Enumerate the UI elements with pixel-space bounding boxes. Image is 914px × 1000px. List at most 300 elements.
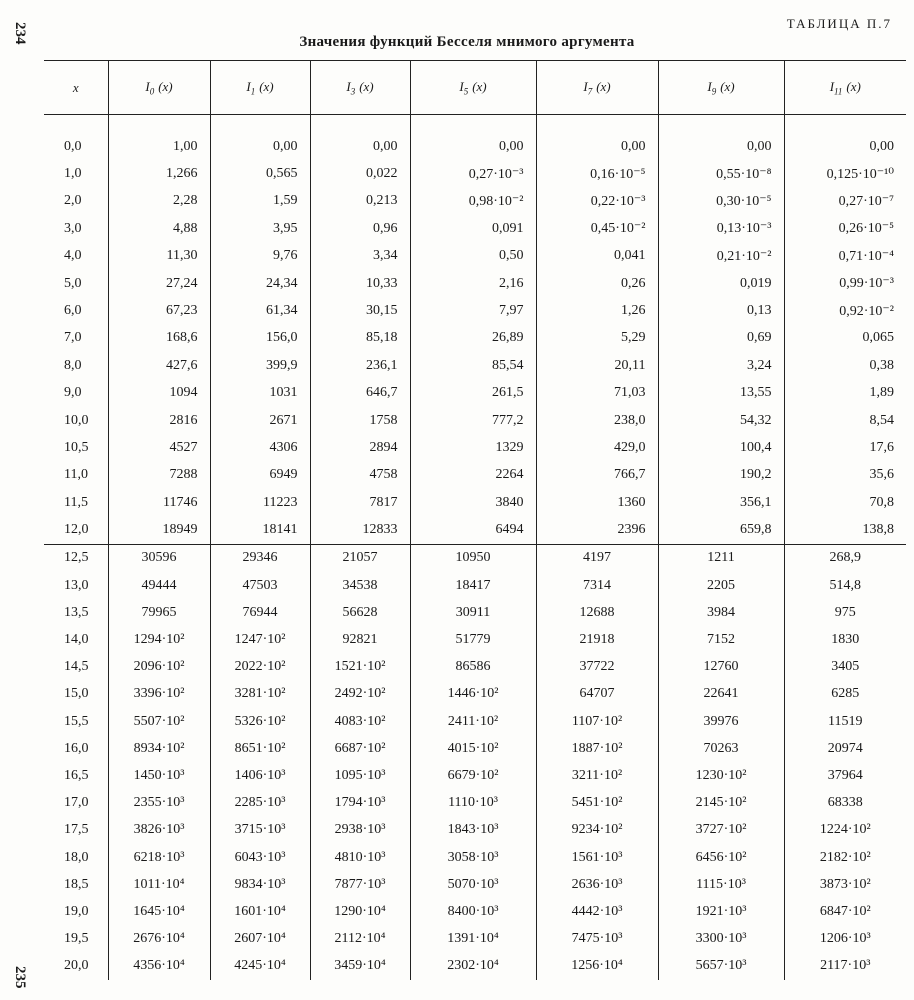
cell-value: 0,13·10⁻³	[658, 215, 784, 242]
cell-value: 0,16·10⁻⁵	[536, 160, 658, 187]
cell-value: 0,50	[410, 243, 536, 270]
cell-value: 4810·10³	[310, 844, 410, 871]
cell-value: 1561·10³	[536, 844, 658, 871]
cell-value: 21918	[536, 626, 658, 653]
cell-x: 3,0	[44, 215, 108, 242]
cell-x: 12,5	[44, 544, 108, 572]
cell-value: 2355·10³	[108, 790, 210, 817]
cell-x: 4,0	[44, 243, 108, 270]
header-func-arg: (x)	[846, 78, 861, 94]
cell-value: 1247·10²	[210, 626, 310, 653]
cell-value: 0,92·10⁻²	[839, 303, 894, 319]
cell-x: 12,0	[44, 516, 108, 544]
cell-value: 6456·10²	[658, 844, 784, 871]
cell-value: 18949	[108, 516, 210, 544]
cell-value: 238,0	[536, 407, 658, 434]
cell-value: 1406·10³	[210, 762, 310, 789]
cell-value: 1094	[108, 380, 210, 407]
cell-value: 26,89	[410, 325, 536, 352]
header-col-1	[210, 61, 310, 115]
header-col-5	[658, 61, 784, 115]
table-row	[44, 925, 906, 952]
header-func-arg: (x)	[259, 78, 274, 94]
cell-value: 1,26	[536, 297, 658, 324]
header-col-2	[310, 61, 410, 115]
cell-value: 3840	[410, 489, 536, 516]
cell-value: 6494	[410, 516, 536, 544]
cell-value: 5326·10²	[210, 708, 310, 735]
cell-value: 6218·10³	[108, 844, 210, 871]
header-func-index: 9	[711, 86, 717, 97]
table-row	[44, 871, 906, 898]
cell-value: 2112·10⁴	[310, 925, 410, 952]
cell-value: 138,8	[862, 522, 894, 538]
cell-value: 17,6	[869, 439, 894, 455]
cell-value: 766,7	[536, 462, 658, 489]
cell-value: 5451·10²	[536, 790, 658, 817]
cell-value: 5,29	[536, 325, 658, 352]
cell-value: 4758	[310, 462, 410, 489]
cell-value: 3459·10⁴	[310, 953, 410, 980]
cell-value: 1110·10³	[410, 790, 536, 817]
cell-x: 13,0	[44, 572, 108, 599]
cell-value: 71,03	[536, 380, 658, 407]
cell-value: 1,89	[869, 385, 894, 401]
cell-x: 16,5	[44, 762, 108, 789]
cell-value: 3715·10³	[210, 817, 310, 844]
cell-value: 8,54	[869, 412, 894, 428]
cell-value: 3826·10³	[108, 817, 210, 844]
cell-value: 1446·10²	[410, 681, 536, 708]
cell-value: 0,019	[658, 270, 784, 297]
cell-value: 4083·10²	[310, 708, 410, 735]
cell-value: 2205	[658, 572, 784, 599]
cell-value: 0,091	[410, 215, 536, 242]
cell-value: 67,23	[108, 297, 210, 324]
cell-value: 85,54	[410, 352, 536, 379]
table-row	[44, 681, 906, 708]
cell-value: 1830	[831, 632, 860, 648]
cell-value: 3058·10³	[410, 844, 536, 871]
cell-value: 3396·10²	[108, 681, 210, 708]
cell-value: 356,1	[658, 489, 784, 516]
cell-value: 0,565	[210, 160, 310, 187]
cell-value: 21057	[310, 544, 410, 572]
table-row	[44, 735, 906, 762]
cell-value: 8400·10³	[410, 898, 536, 925]
cell-value: 11746	[108, 489, 210, 516]
cell-value: 1,266	[108, 160, 210, 187]
header-func-name: I	[829, 78, 835, 94]
cell-value: 51779	[410, 626, 536, 653]
cell-value: 268,9	[784, 544, 906, 572]
cell-value: 9234·10²	[536, 817, 658, 844]
cell-value: 0,26·10⁻⁵	[838, 221, 894, 237]
header-col-3	[410, 61, 536, 115]
cell-x: 19,0	[44, 898, 108, 925]
cell-x: 11,0	[44, 462, 108, 489]
table-row	[44, 243, 906, 270]
cell-value: 514,8	[829, 577, 861, 593]
cell-x: 5,0	[44, 270, 108, 297]
cell-value: 1921·10³	[658, 898, 784, 925]
table-row	[44, 489, 906, 516]
cell-value: 1601·10⁴	[210, 898, 310, 925]
cell-value: 975	[834, 604, 856, 620]
cell-value: 3,95	[210, 215, 310, 242]
cell-value: 85,18	[310, 325, 410, 352]
cell-value: 70263	[658, 735, 784, 762]
cell-value: 1,59	[210, 188, 310, 215]
cell-value: 4442·10³	[536, 898, 658, 925]
cell-value: 2302·10⁴	[410, 953, 536, 980]
cell-value: 56628	[310, 599, 410, 626]
cell-value: 8934·10²	[108, 735, 210, 762]
header-func-name: I	[346, 78, 351, 94]
cell-value: 39976	[658, 708, 784, 735]
table-row	[44, 270, 906, 297]
cell-x: 17,5	[44, 817, 108, 844]
cell-value: 2,28	[108, 188, 210, 215]
cell-value: 429,0	[536, 434, 658, 461]
cell-value: 24,34	[210, 270, 310, 297]
cell-value: 29346	[210, 544, 310, 572]
cell-value: 0,38	[869, 357, 894, 373]
cell-value: 5070·10³	[410, 871, 536, 898]
spacer-cell	[310, 115, 410, 134]
cell-value: 2816	[108, 407, 210, 434]
header-row	[44, 61, 906, 115]
cell-value: 1645·10⁴	[108, 898, 210, 925]
cell-value: 1329	[410, 434, 536, 461]
table-row	[44, 898, 906, 925]
cell-value: 1256·10⁴	[536, 953, 658, 980]
table-row	[44, 160, 906, 187]
cell-x: 16,0	[44, 735, 108, 762]
cell-value: 0,69	[658, 325, 784, 352]
title-text: Значения функций Бесселя мнимого аргумента	[299, 34, 635, 50]
table-row	[44, 844, 906, 871]
cell-value: 7152	[658, 626, 784, 653]
cell-value: 0,55·10⁻⁸	[658, 160, 784, 187]
cell-value: 2182·10²	[819, 849, 871, 865]
cell-value: 20,11	[536, 352, 658, 379]
header-func-arg: (x)	[472, 78, 487, 94]
cell-value: 0,13	[658, 297, 784, 324]
cell-value: 190,2	[658, 462, 784, 489]
cell-value: 0,71·10⁻⁴	[838, 248, 894, 264]
cell-value: 2894	[310, 434, 410, 461]
cell-value: 1450·10³	[108, 762, 210, 789]
bessel-table	[44, 60, 906, 980]
cell-value: 0,22·10⁻³	[536, 188, 658, 215]
cell-value: 0,00	[210, 133, 310, 160]
cell-value: 156,0	[210, 325, 310, 352]
cell-value: 0,21·10⁻²	[658, 243, 784, 270]
cell-value: 0,00	[869, 138, 894, 154]
cell-value: 2145·10²	[658, 790, 784, 817]
cell-value: 6043·10³	[210, 844, 310, 871]
cell-value: 4015·10²	[410, 735, 536, 762]
cell-value: 6847·10²	[819, 903, 871, 919]
cell-value: 0,30·10⁻⁵	[658, 188, 784, 215]
table-row	[44, 215, 906, 242]
header-func-index: 1	[250, 86, 256, 97]
cell-value: 0,00	[310, 133, 410, 160]
header-func-arg: (x)	[720, 78, 735, 94]
cell-value: 12833	[310, 516, 410, 544]
cell-value: 1107·10²	[536, 708, 658, 735]
table-row	[44, 599, 906, 626]
spacer-cell	[410, 115, 536, 134]
table-row	[44, 462, 906, 489]
cell-value: 49444	[108, 572, 210, 599]
header-func-name: I	[583, 78, 588, 94]
cell-value: 5657·10³	[658, 953, 784, 980]
header-func-index: 11	[834, 86, 843, 97]
cell-x: 18,5	[44, 871, 108, 898]
cell-value: 11,30	[108, 243, 210, 270]
header-func-arg: (x)	[158, 78, 173, 94]
cell-value: 11223	[210, 489, 310, 516]
cell-value: 7,97	[410, 297, 536, 324]
cell-value: 646,7	[310, 380, 410, 407]
cell-value: 0,27·10⁻³	[410, 160, 536, 187]
header-func-index: 3	[350, 86, 356, 97]
cell-value: 6949	[210, 462, 310, 489]
cell-value: 1843·10³	[410, 817, 536, 844]
cell-value: 1115·10³	[658, 871, 784, 898]
header-x: x	[44, 61, 108, 115]
table-row	[44, 352, 906, 379]
cell-value: 9834·10³	[210, 871, 310, 898]
cell-value: 7475·10³	[536, 925, 658, 952]
cell-value: 1521·10²	[310, 654, 410, 681]
cell-value: 399,9	[210, 352, 310, 379]
cell-x: 11,5	[44, 489, 108, 516]
cell-value: 0,125·10⁻¹⁰	[826, 166, 894, 182]
table-row	[44, 434, 906, 461]
cell-value: 12760	[658, 654, 784, 681]
cell-x: 9,0	[44, 380, 108, 407]
cell-value: 34538	[310, 572, 410, 599]
cell-value: 0,213	[310, 188, 410, 215]
cell-x: 18,0	[44, 844, 108, 871]
cell-value: 8651·10²	[210, 735, 310, 762]
table-row	[44, 380, 906, 407]
cell-value: 1290·10⁴	[310, 898, 410, 925]
cell-value: 4197	[536, 544, 658, 572]
cell-value: 4245·10⁴	[210, 953, 310, 980]
cell-value: 1224·10²	[819, 822, 871, 838]
cell-value: 1,00	[108, 133, 210, 160]
spacer-cell	[658, 115, 784, 134]
cell-value: 1758	[310, 407, 410, 434]
cell-value: 1206·10³	[819, 931, 871, 947]
cell-value: 47503	[210, 572, 310, 599]
cell-value: 2411·10²	[410, 708, 536, 735]
page-number-top: 234	[12, 22, 28, 45]
table-row	[44, 953, 906, 980]
cell-value: 1794·10³	[310, 790, 410, 817]
header-func-name: I	[459, 78, 464, 94]
cell-value: 2607·10⁴	[210, 925, 310, 952]
cell-value: 30,15	[310, 297, 410, 324]
cell-value: 86586	[410, 654, 536, 681]
cell-value: 7314	[536, 572, 658, 599]
cell-value: 0,99·10⁻³	[839, 276, 894, 292]
cell-value: 13,55	[658, 380, 784, 407]
spacer-cell	[784, 115, 906, 134]
cell-x: 6,0	[44, 297, 108, 324]
cell-x: 1,0	[44, 160, 108, 187]
table-row	[44, 708, 906, 735]
cell-value: 100,4	[658, 434, 784, 461]
cell-value: 0,041	[536, 243, 658, 270]
cell-value: 37964	[827, 767, 863, 783]
cell-value: 0,00	[536, 133, 658, 160]
cell-x: 17,0	[44, 790, 108, 817]
cell-value: 3,34	[310, 243, 410, 270]
cell-value: 0,065	[862, 330, 894, 346]
table-row	[44, 654, 906, 681]
cell-value: 9,76	[210, 243, 310, 270]
header-func-name: I	[246, 78, 251, 94]
table-row	[44, 762, 906, 789]
cell-x: 15,5	[44, 708, 108, 735]
cell-value: 3211·10²	[536, 762, 658, 789]
cell-value: 2676·10⁴	[108, 925, 210, 952]
cell-value: 3281·10²	[210, 681, 310, 708]
table-body	[44, 115, 906, 980]
cell-value: 1095·10³	[310, 762, 410, 789]
spacer-cell	[210, 115, 310, 134]
header-col-0	[108, 61, 210, 115]
cell-x: 7,0	[44, 325, 108, 352]
cell-value: 1230·10²	[658, 762, 784, 789]
cell-value: 54,32	[658, 407, 784, 434]
cell-x: 14,0	[44, 626, 108, 653]
table-row	[44, 790, 906, 817]
header-func-name: I	[707, 78, 712, 94]
cell-value: 7817	[310, 489, 410, 516]
cell-value: 35,6	[869, 467, 894, 483]
cell-value: 659,8	[658, 516, 784, 544]
cell-value: 92821	[310, 626, 410, 653]
cell-value: 1391·10⁴	[410, 925, 536, 952]
cell-value: 1031	[210, 380, 310, 407]
cell-value: 6687·10²	[310, 735, 410, 762]
cell-value: 2285·10³	[210, 790, 310, 817]
spacer-row	[44, 115, 906, 134]
cell-value: 0,45·10⁻²	[536, 215, 658, 242]
cell-value: 30596	[108, 544, 210, 572]
cell-value: 3300·10³	[658, 925, 784, 952]
cell-x: 13,5	[44, 599, 108, 626]
cell-value: 30911	[410, 599, 536, 626]
cell-value: 1011·10⁴	[108, 871, 210, 898]
header-func-name: I	[145, 78, 150, 94]
cell-value: 10950	[410, 544, 536, 572]
cell-value: 2396	[536, 516, 658, 544]
header-col-6	[784, 61, 906, 115]
cell-value: 0,022	[310, 160, 410, 187]
cell-x: 0,0	[44, 133, 108, 160]
cell-value: 236,1	[310, 352, 410, 379]
header-func-index: 7	[587, 86, 593, 97]
table-row	[44, 817, 906, 844]
cell-value: 64707	[536, 681, 658, 708]
spacer-cell	[108, 115, 210, 134]
cell-value: 0,26	[536, 270, 658, 297]
spacer-cell	[44, 115, 108, 134]
table-row	[44, 407, 906, 434]
cell-value: 22641	[658, 681, 784, 708]
header-func-arg: (x)	[359, 78, 374, 94]
table-row	[44, 188, 906, 215]
cell-value: 3727·10²	[658, 817, 784, 844]
cell-value: 5507·10²	[108, 708, 210, 735]
cell-value: 4356·10⁴	[108, 953, 210, 980]
cell-value: 427,6	[108, 352, 210, 379]
table-row	[44, 325, 906, 352]
cell-value: 79965	[108, 599, 210, 626]
header-func-index: 5	[463, 86, 469, 97]
cell-value: 777,2	[410, 407, 536, 434]
cell-value: 3,24	[658, 352, 784, 379]
cell-value: 261,5	[410, 380, 536, 407]
cell-x: 20,0	[44, 953, 108, 980]
cell-value: 2264	[410, 462, 536, 489]
cell-value: 1211	[658, 544, 784, 572]
page-title	[0, 34, 914, 51]
cell-value: 168,6	[108, 325, 210, 352]
cell-value: 2022·10²	[210, 654, 310, 681]
table-row	[44, 297, 906, 324]
cell-value: 18417	[410, 572, 536, 599]
cell-x: 8,0	[44, 352, 108, 379]
cell-value: 68338	[827, 795, 863, 811]
cell-value: 76944	[210, 599, 310, 626]
cell-value: 1887·10²	[536, 735, 658, 762]
table-row	[44, 544, 906, 572]
cell-value: 0,00	[410, 133, 536, 160]
cell-value: 3405	[831, 659, 860, 675]
table-row	[44, 572, 906, 599]
cell-value: 1360	[536, 489, 658, 516]
cell-x: 19,5	[44, 925, 108, 952]
table-row	[44, 626, 906, 653]
cell-value: 0,96	[310, 215, 410, 242]
cell-value: 12688	[536, 599, 658, 626]
cell-value: 6679·10²	[410, 762, 536, 789]
cell-value: 27,24	[108, 270, 210, 297]
cell-value: 2096·10²	[108, 654, 210, 681]
table-row	[44, 516, 906, 544]
cell-value: 11519	[828, 713, 863, 729]
cell-value: 0,27·10⁻⁷	[838, 193, 894, 209]
cell-value: 2492·10²	[310, 681, 410, 708]
cell-value: 2671	[210, 407, 310, 434]
page-number-bottom: 235	[12, 966, 28, 989]
cell-value: 70,8	[869, 494, 894, 510]
cell-value: 0,98·10⁻²	[410, 188, 536, 215]
cell-value: 37722	[536, 654, 658, 681]
header-col-4	[536, 61, 658, 115]
cell-x: 14,5	[44, 654, 108, 681]
cell-x: 10,5	[44, 434, 108, 461]
table-row	[44, 133, 906, 160]
